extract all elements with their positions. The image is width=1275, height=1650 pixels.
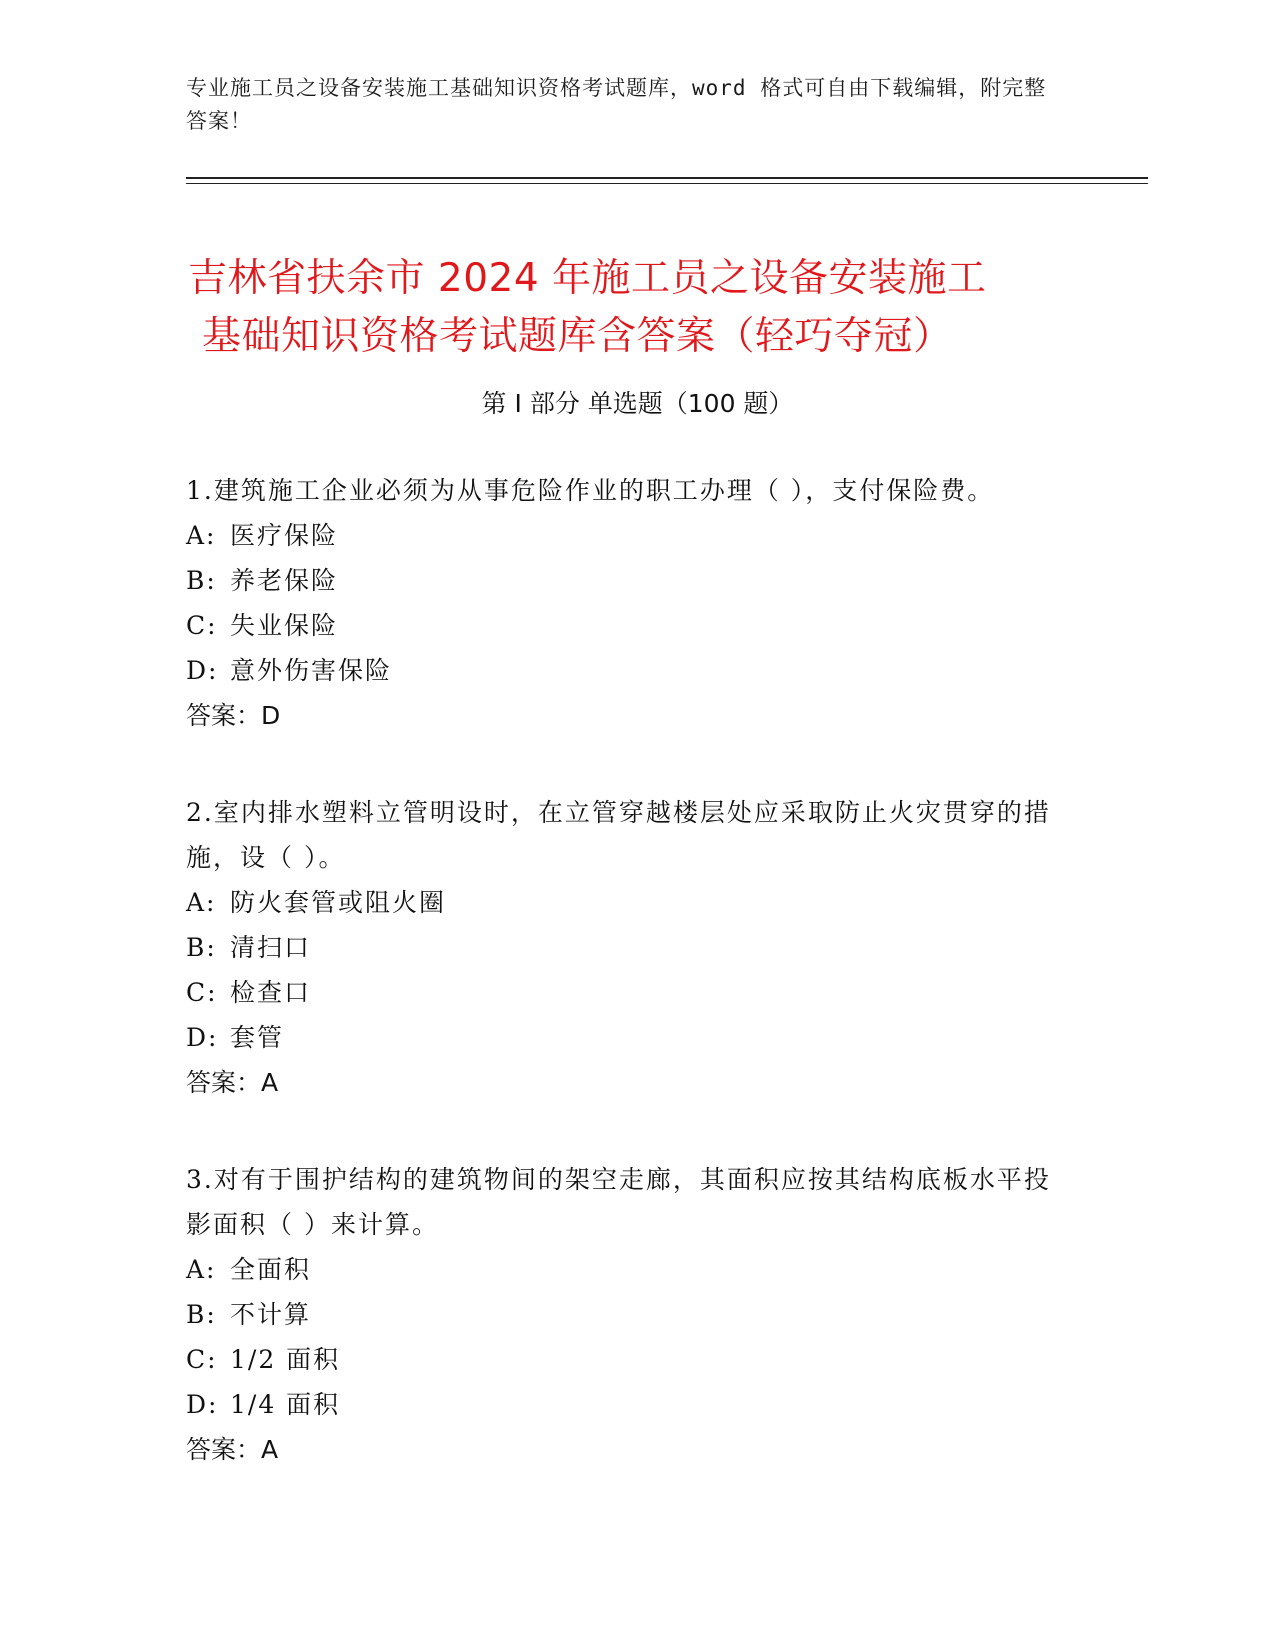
option-b bbox=[186, 558, 1066, 603]
option-key: C: bbox=[186, 1345, 218, 1374]
option-c bbox=[186, 1337, 1066, 1382]
answer-prefix: 答案： bbox=[186, 1435, 262, 1464]
option-text: 失业保险 bbox=[230, 611, 339, 640]
option-key: B: bbox=[186, 933, 217, 962]
header-divider-thin bbox=[186, 183, 1148, 184]
answer-prefix: 答案： bbox=[186, 1068, 262, 1097]
question-1 bbox=[186, 468, 1066, 738]
option-text: 全面积 bbox=[230, 1255, 312, 1284]
option-text: 1/2 面积 bbox=[230, 1345, 341, 1374]
option-key: A: bbox=[186, 888, 217, 917]
question-3 bbox=[186, 1157, 1066, 1472]
title-line-2: 基础知识资格考试题库含答案（轻巧夺冠） bbox=[202, 314, 953, 360]
option-text: 养老保险 bbox=[230, 566, 339, 595]
title-line-1: 吉林省扶余市 2024 年施工员之设备安装施工 bbox=[188, 256, 987, 302]
option-text: 医疗保险 bbox=[230, 521, 339, 550]
option-key: D: bbox=[186, 656, 219, 685]
question-stem: 1.建筑施工企业必须为从事危险作业的职工办理（ ），支付保险费。 bbox=[186, 476, 995, 505]
question-stem: 2.室内排水塑料立管明设时，在立管穿越楼层处应采取防止火灾贯穿的措施，设（ ）。 bbox=[186, 798, 1051, 872]
option-key: B: bbox=[186, 566, 217, 595]
section-heading: 第 I 部分 单选题（100 题） bbox=[481, 389, 794, 418]
header-divider-thick bbox=[186, 177, 1148, 179]
option-text: 1/4 面积 bbox=[230, 1390, 341, 1419]
option-b bbox=[186, 1292, 1066, 1337]
option-key: D: bbox=[186, 1390, 219, 1419]
answer-line bbox=[186, 1427, 1066, 1472]
answer-prefix: 答案： bbox=[186, 701, 262, 730]
option-key: B: bbox=[186, 1300, 217, 1329]
option-c bbox=[186, 603, 1066, 648]
option-d bbox=[186, 1382, 1066, 1427]
option-text: 防火套管或阻火圈 bbox=[230, 888, 447, 917]
option-text: 不计算 bbox=[230, 1300, 312, 1329]
question-2 bbox=[186, 790, 1066, 1105]
option-key: C: bbox=[186, 978, 218, 1007]
option-d bbox=[186, 1015, 1066, 1060]
answer-value: D bbox=[261, 701, 281, 730]
answer-line bbox=[186, 1060, 1066, 1105]
header-note: 专业施工员之设备安装施工基础知识资格考试题库，word 格式可自由下载编辑，附完整答案！ bbox=[186, 76, 1047, 133]
document-title bbox=[188, 250, 1088, 366]
question-stem: 3.对有于围护结构的建筑物间的架空走廊，其面积应按其结构底板水平投影面积（ ）来计算。 bbox=[186, 1165, 1051, 1239]
option-text: 意外伤害保险 bbox=[230, 656, 393, 685]
option-text: 清扫口 bbox=[230, 933, 312, 962]
option-b bbox=[186, 925, 1066, 970]
option-text: 检查口 bbox=[230, 978, 312, 1007]
option-text: 套管 bbox=[230, 1023, 285, 1052]
option-a bbox=[186, 880, 1066, 925]
option-key: A: bbox=[186, 1255, 217, 1284]
option-a bbox=[186, 1247, 1066, 1292]
option-d bbox=[186, 648, 1066, 693]
option-key: A: bbox=[186, 521, 217, 550]
answer-line bbox=[186, 693, 1066, 738]
question-list bbox=[186, 468, 1066, 1524]
option-key: D: bbox=[186, 1023, 219, 1052]
option-a bbox=[186, 513, 1066, 558]
option-c bbox=[186, 970, 1066, 1015]
option-key: C: bbox=[186, 611, 218, 640]
answer-value: A bbox=[261, 1068, 279, 1097]
answer-value: A bbox=[261, 1435, 279, 1464]
